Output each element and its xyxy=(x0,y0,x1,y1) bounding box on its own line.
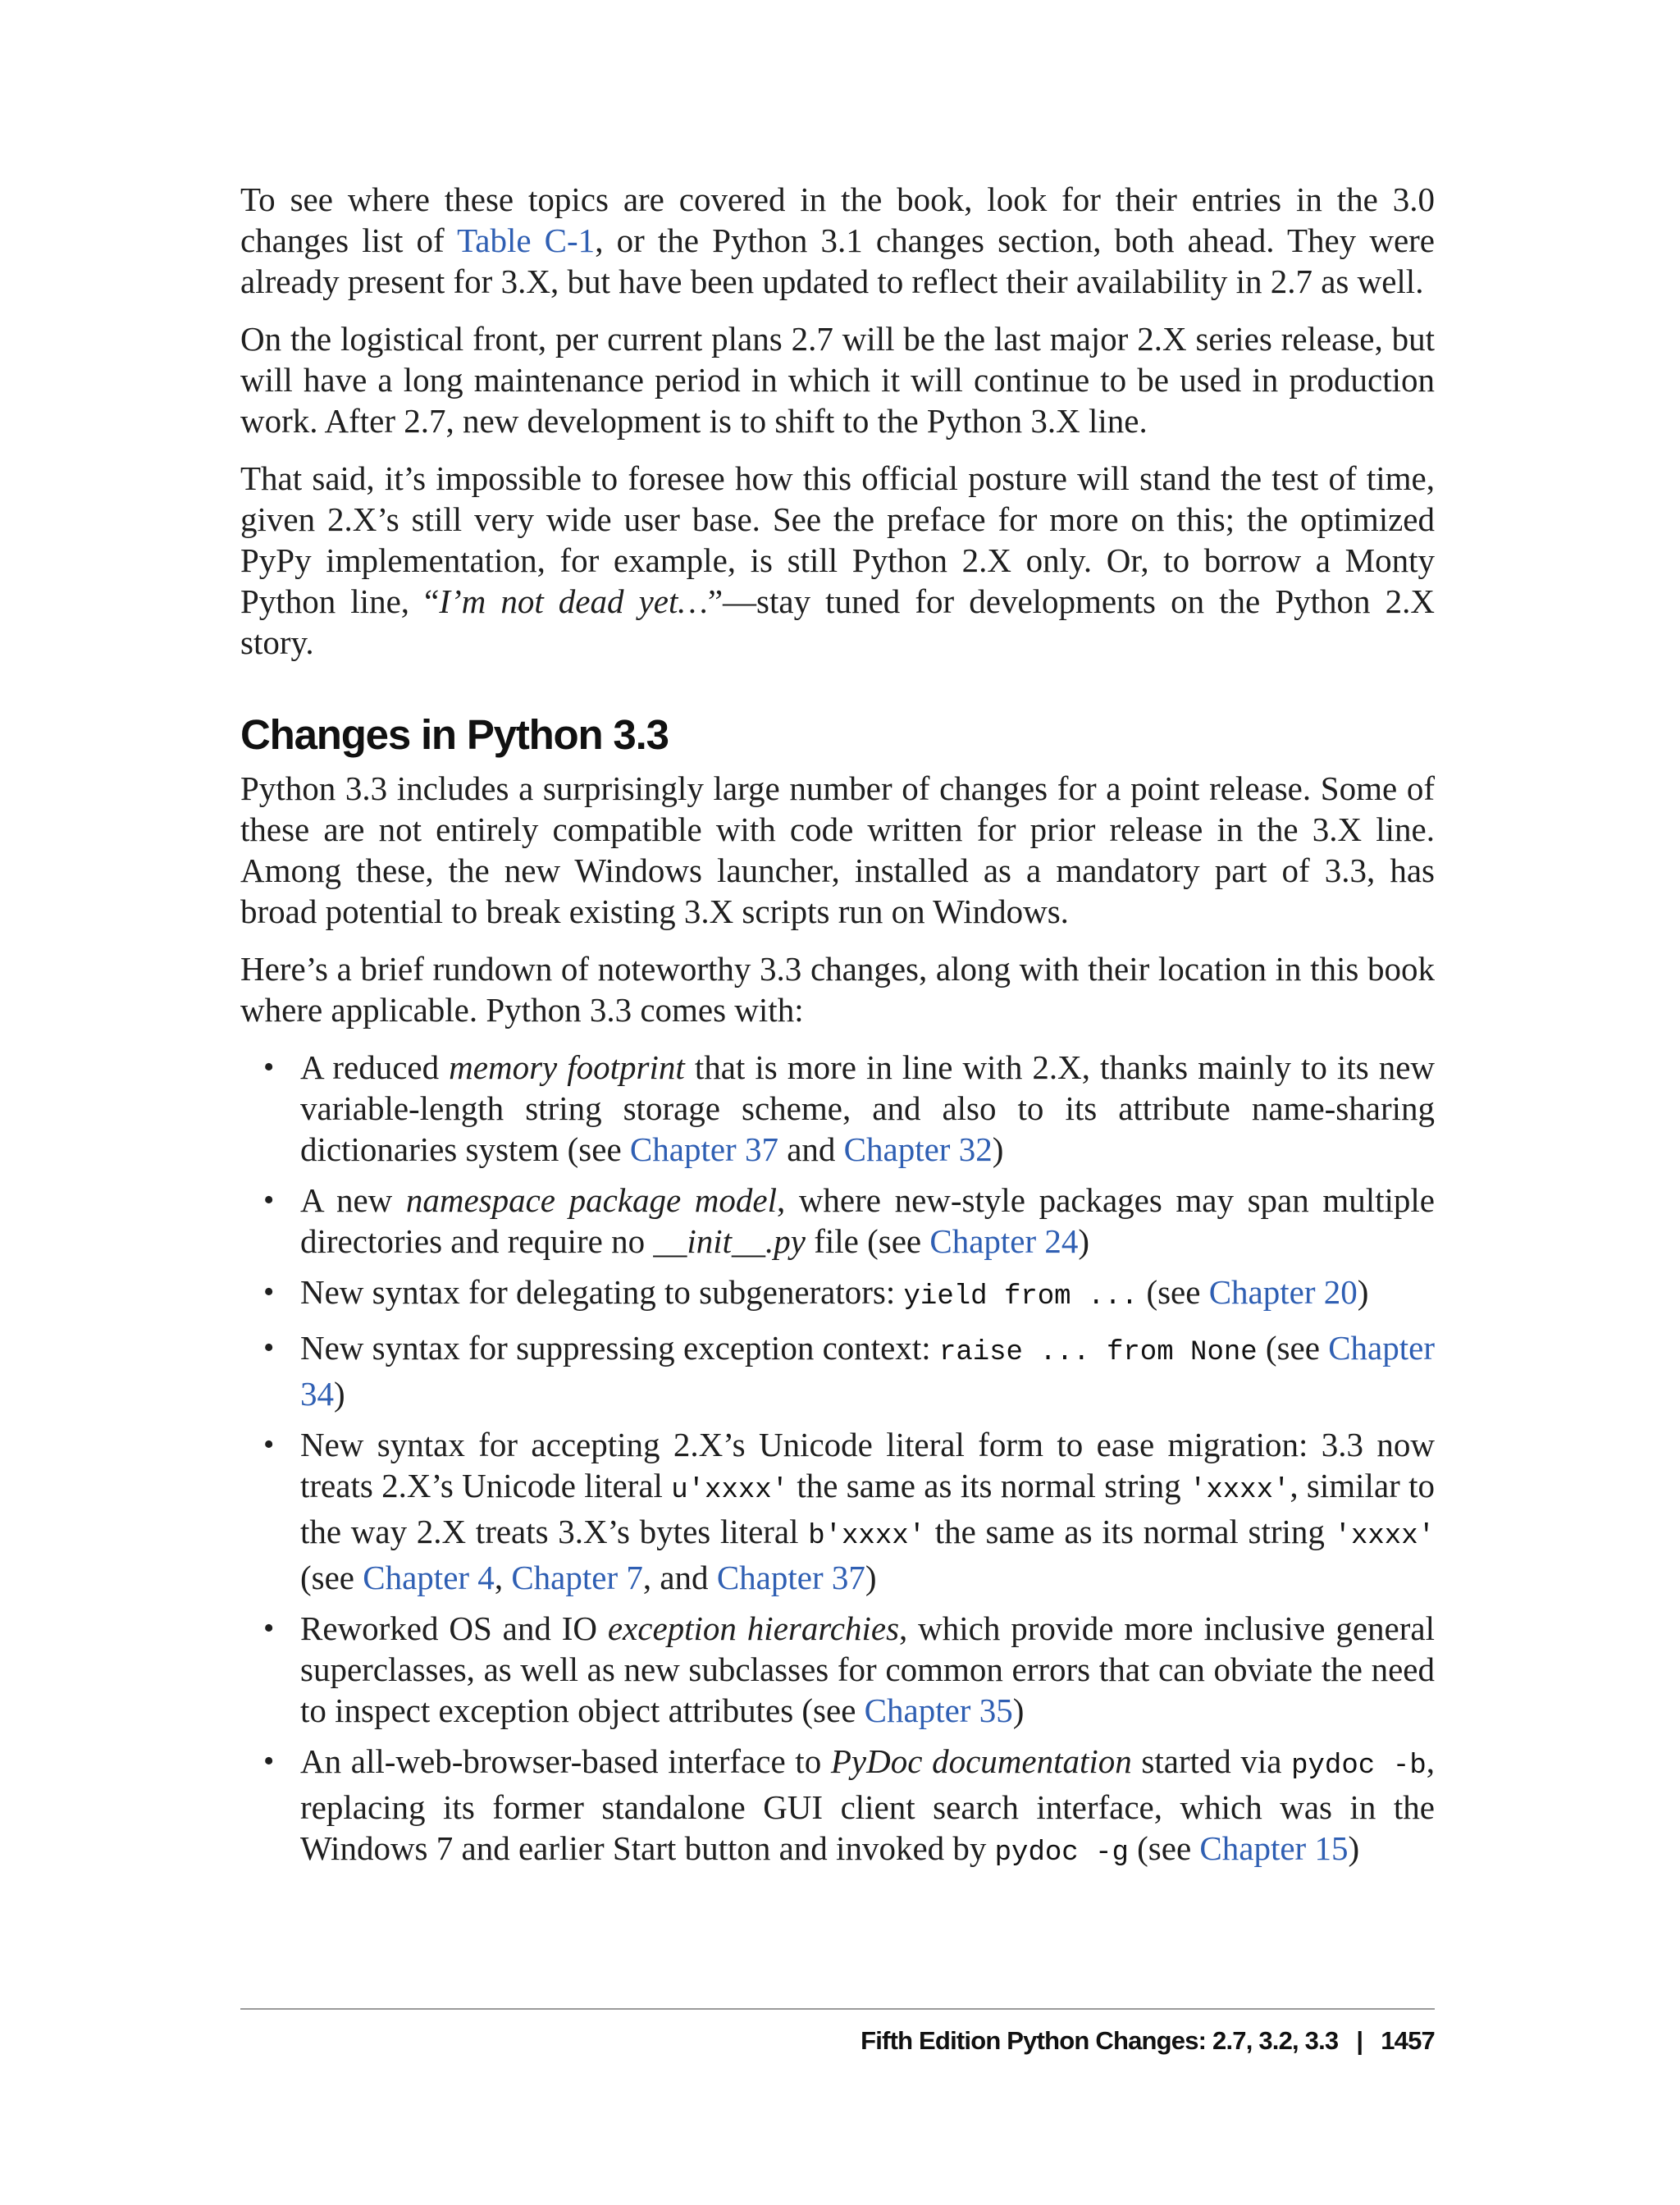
code-bytes-literal: b'xxxx' xyxy=(808,1521,926,1552)
list-item: • New syntax for suppressing exception context: raise ... from None (see Chapter 34) xyxy=(263,1329,1435,1413)
list-item: • A reduced memory footprint that is more in line with 2.X, thanks mainly to its new variable-length string storage scheme, and also to its attribute name-sharing dictionaries system (see Chapter 37 and Chapter 32) xyxy=(263,1048,1436,1168)
footer-separator: | xyxy=(1356,2026,1363,2055)
paragraph-logistical-front: On the logistical front, per current plans 2.7 will be the last major 2.X series release, but will have a long maintenance period in which it will continue to be used in production work. After 2.7, new development is to shift to the Python 3.X line. xyxy=(240,320,1435,440)
link-chapter-37[interactable]: Chapter 37 xyxy=(629,1130,778,1168)
link-chapter-4[interactable]: Chapter 4 xyxy=(363,1559,495,1596)
bullet-glyph: • xyxy=(263,1275,275,1309)
list-item: • Reworked OS and IO exception hierarchies, which provide more inclusive general superclasses, as well as new subclasses for common errors that can obviate the need to inspect exception object attributes (see Chapter 35) xyxy=(263,1609,1435,1729)
list-item: • An all-web-browser-based interface to PyDoc documentation started via pydoc -b, replacing its former standalone GUI client search interface, which was in the Windows 7 and earlier Start button and invoked by pydoc -g (see Chapter 15) xyxy=(263,1742,1435,1869)
bullet-glyph: • xyxy=(263,1050,275,1084)
bullet-glyph: • xyxy=(263,1744,275,1778)
link-chapter-20[interactable]: Chapter 20 xyxy=(1208,1273,1358,1311)
link-chapter-37[interactable]: Chapter 37 xyxy=(716,1559,865,1596)
paragraph-topics-coverage: To see where these topics are covered in the book, look for their entries in the 3.0 changes list of Table C-1, or the Python 3.1 changes section, both ahead. They were already present for 3.X, but have been updated to reflect their availability in 2.7 as well. xyxy=(240,180,1436,300)
list-item: • New syntax for delegating to subgenerators: yield from ... (see Chapter 20) xyxy=(263,1273,1369,1312)
list-item: • New syntax for accepting 2.X’s Unicode literal form to ease migration: 3.3 now treats 2.X’s Unicode literal u'xxxx' the same as its normal string 'xxxx', similar to the way 2.X treats 3.X’s bytes literal b'xxxx' the same as its normal string 'xxxx' (see Chapter 4, Chapter 7, and Chapter 37) xyxy=(263,1426,1435,1596)
page-number: 1457 xyxy=(1381,2026,1435,2055)
code-normal-string: 'xxxx' xyxy=(1189,1475,1290,1506)
link-chapter-32[interactable]: Chapter 32 xyxy=(843,1130,993,1168)
paragraph-that-said: That said, it’s impossible to foresee how this official posture will stand the test of time, given 2.X’s still very wide user base. See the preface for more on this; the optimized PyPy implementation, for example, is still Python 2.X only. Or, to borrow a Monty Python line, “I’m not dead yet…”—stay tuned for developments on the Python 2.X story. xyxy=(240,459,1435,661)
code-raise-from-none: raise ... from None xyxy=(938,1337,1258,1368)
section-heading: Changes in Python 3.3 xyxy=(240,711,669,758)
link-table-c1[interactable]: Table C-1 xyxy=(457,221,596,259)
bullet-glyph: • xyxy=(263,1183,275,1217)
link-chapter-35[interactable]: Chapter 35 xyxy=(864,1691,1013,1729)
link-chapter-24[interactable]: Chapter 24 xyxy=(929,1222,1079,1260)
code-pydoc-b: pydoc -b xyxy=(1291,1751,1427,1782)
page-body xyxy=(240,179,1435,1883)
code-normal-string: 'xxxx' xyxy=(1334,1521,1435,1552)
page-footer xyxy=(861,2025,1435,2057)
code-pydoc-g: pydoc -g xyxy=(994,1838,1129,1869)
paragraph-python33-intro: Python 3.3 includes a surprisingly large number of changes for a point release. Some of these are not entirely compatible with code written for prior release in the 3.X line. Among these, the new Windows launcher, installed as a mandatory part of 3.3, has broad potential to break existing 3.X scripts run on Windows. xyxy=(240,769,1435,930)
footer-rule xyxy=(240,2008,1435,2010)
bullet-glyph: • xyxy=(263,1331,275,1365)
link-chapter-7[interactable]: Chapter 7 xyxy=(511,1559,643,1596)
running-title: Fifth Edition Python Changes: 2.7, 3.2, 3.3 xyxy=(861,2026,1339,2055)
link-chapter-34[interactable]: Chapter 34 xyxy=(300,1329,1435,1413)
list-item: • A new namespace package model, where new-style packages may span multiple directories and require no __init__.py file (see Chapter 24) xyxy=(263,1181,1435,1260)
code-unicode-literal: u'xxxx' xyxy=(671,1475,789,1506)
bullet-glyph: • xyxy=(263,1611,275,1646)
paragraph-rundown: Here’s a brief rundown of noteworthy 3.3 changes, along with their location in this book where applicable. Python 3.3 comes with: xyxy=(240,950,1435,1029)
changes-list xyxy=(240,1047,1435,1874)
link-chapter-15[interactable]: Chapter 15 xyxy=(1199,1829,1349,1867)
code-yield-from: yield from ... xyxy=(903,1281,1139,1312)
bullet-glyph: • xyxy=(263,1427,275,1462)
